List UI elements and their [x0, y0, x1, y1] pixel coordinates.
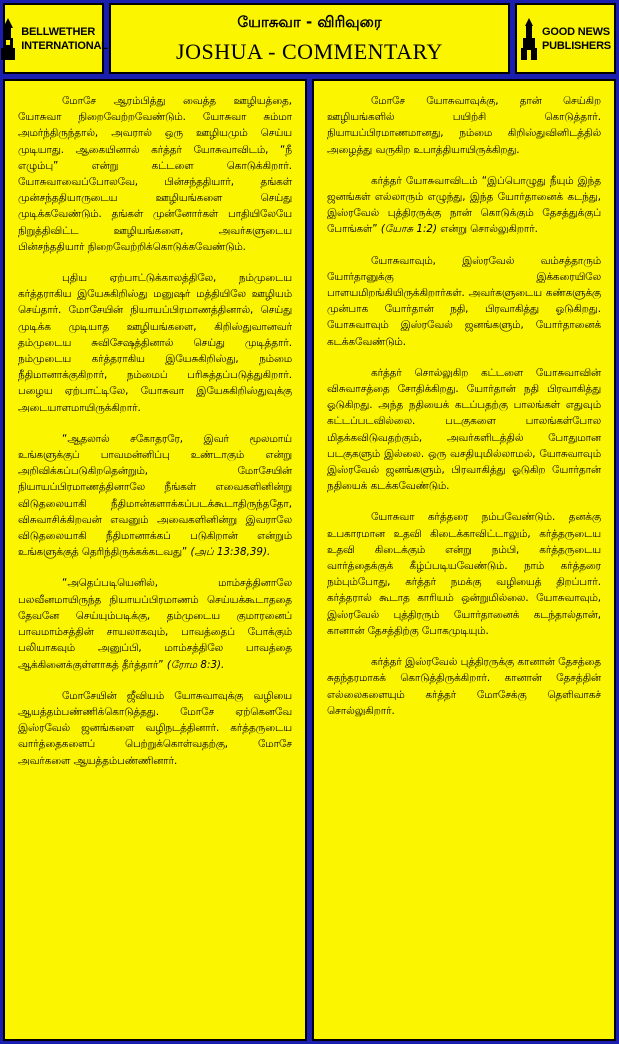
paragraph	[327, 173, 601, 238]
paragraph-text: யோசுவா கர்த்தரை நம்பவேண்டும். தனக்கு உபகாரமான உதவி கிடைக்காவிட்டாலும், கர்த்தருடைய உதவி கிடைக்கும் என்று நம்பி, கர்த்தருடைய வார்த்தைக்குக் கீழ்ப்படியவேண்டும். நாம் கர்த்தரை நம்பும்போது, கர்த்தர் நமக்கு வழியைத் திறப்பார். கர்த்தரால் கூடாத காரியம் ஒன்றுமில்லை. யோசுவாவும், இஸ்ரவேல் புத்திரரும் யோர்தானைக் கடந்தால்தான், கானான் தேசத்திற்கு போகமுடியும்.	[327, 511, 601, 637]
paragraph-text: “ஆதலால் சகோதரரே, இவர் மூலமாய் உங்களுக்குப் பாவமன்னிப்பு உண்டாகும் என்று அறிவிக்கப்படுகிறதென்றும், மோசேயின் நியாயப்பிரமாணத்தினாலே நீங்கள் எவைகளினின்று விடுதலையாகி நீதிமான்களாக்கப்படக்கூடாதிருந்ததோ, விசுவாசிக்கிறவன் எவனும் அவைகளினின்று இவராலே விடுதலையாகி நீதிமானாக்கப் படுகிறான் என்றும் உங்களுக்குத் தெரிந்திருக்கக்கடவது”	[18, 432, 292, 559]
paragraph	[18, 575, 292, 672]
bell-tower-icon	[0, 18, 17, 60]
paragraph	[18, 93, 292, 255]
paragraph-text: கர்த்தர் இஸ்ரவேல் புத்திரருக்கு கானான் தேசத்தை சுதந்தரமாகக் கொடுத்திருக்கிறார். கானான் தேசத்தின் எல்லைகளையும் கர்த்தர் மோசேக்கு தெளிவாகச் சொல்லுகிறார்.	[327, 656, 601, 717]
tower-icon	[520, 18, 538, 60]
page-title-english: JOSHUA - COMMENTARY	[176, 38, 443, 64]
paragraph	[18, 688, 292, 769]
paragraph	[327, 253, 601, 350]
bellwether-logo-text	[21, 25, 107, 53]
paragraph	[18, 270, 292, 416]
paragraph	[327, 654, 601, 719]
scripture-reference: (அப் 13:38,39).	[187, 546, 271, 559]
title-box	[109, 3, 510, 74]
paragraph-text-after: என்று சொல்லுகிறார்.	[436, 223, 538, 236]
logo-line: PUBLISHERS	[542, 39, 611, 52]
paragraph	[327, 509, 601, 639]
paragraph	[327, 365, 601, 495]
logo-line: BELLWETHER	[21, 25, 96, 38]
right-column	[312, 79, 616, 1041]
left-column	[3, 79, 307, 1041]
page-title-tamil: யோசுவா - விரிவுரை	[237, 12, 382, 31]
paragraph-text: கர்த்தர் சொல்லுகிற கட்டளை யோசுவாவின் விசுவாசத்தை சோதிக்கிறது. யோர்தான் நதி பிரவாகித்து ஓடுகிறது. அந்த நதியைக் கடப்பதற்கு பாலங்கள் எதுவும் கட்டப்படவில்லை. படகுகளை பாலங்கள்போல மிதக்கவிடுவதற்கும், அவர்களிடத்தில் போதுமான படகுகளும் இல்லை. ஒரு வசதியுமில்லாமல், யோசுவாவும் இஸ்ரவேல் ஜனங்களும், பிரவாகித்து ஓடுகிற யோர்தான் நதியைக் கடக்கவேண்டும்.	[327, 366, 601, 493]
logo-line: GOOD NEWS	[542, 25, 610, 38]
scripture-reference: (யோசு 1:2)	[377, 223, 437, 236]
paragraph-text: மோசேயின் ஜீவியம் யோசுவாவுக்கு வழியை ஆயத்தம்பண்ணிக்கொடுத்தது. மோசே ஏற்கெனவே இஸ்ரவேல் ஜனங்களை வழிநடத்தினார். கர்த்தருடைய வார்த்தைகளைப் பெற்றுக்கொள்வதற்கு, மோசே அவர்களை ஆயத்தம்பண்ணினார்.	[18, 689, 292, 767]
good-news-logo-text	[542, 25, 611, 53]
paragraph-text: மோசே யோசுவாவுக்கு, தான் செய்கிற ஊழியங்களில் பயிற்சி கொடுத்தார். நியாயப்பிரமாணமானது, நம்மை கிறிஸ்துவினிடத்தில் அழைத்து வருகிற உபாத்தியாயிருக்கிறது.	[327, 95, 601, 156]
paragraph	[327, 93, 601, 158]
paragraph-text: யோசுவாவும், இஸ்ரவேல் வம்சத்தாரும் யோர்தானுக்கு இக்கரையிலே பாளயமிறங்கியிருக்கிறார்கள். அவர்களுடைய கண்களுக்கு முன்பாக யோர்தான் நதி, பிரவாகித்து ஓடுகிறது. யோசுவாவும் இஸ்ரவேல் ஜனங்களும், யோர்தானைக் கடக்கவேண்டும்.	[327, 254, 601, 348]
paragraph-text: புதிய ஏற்பாட்டுக்காலத்திலே, நம்முடைய கர்த்தராகிய இயேசுகிறிஸ்து மனுஷர் மத்தியிலே ஊழியம் செய்தார். மோசேயின் நியாயப்பிரமாணத்தினால், செய்து முடிக்க முடியாத ஊழியங்களை, கிறிஸ்துவானவர் தம்முடைய சுவிசேஷத்தினால் செய்து முடித்தார். நம்முடைய கர்த்தராகிய இயேசுகிறிஸ்து, நம்மை நீதிமானாக்குகிறார், நம்மைப் பரிசுத்தப்படுத்துகிறார். பழைய ஏற்பாட்டிலே, யோசுவா இயேசுகிறிஸ்துவுக்கு அடையாளமாயிருக்கிறார்.	[18, 272, 292, 414]
paragraph-text: மோசே ஆரம்பித்து வைத்த ஊழியத்தை, யோசுவா நிறைவேற்றவேண்டும். யோசுவா சும்மா அமர்ந்திருந்தால், அவரால் ஒரு ஊழியமும் செய்ய முடியாது. ஆகையினால் கர்த்தர் யோசுவாவிடம், “நீ எழும்பு” என்று கட்டளை கொடுக்கிறார். யோசுவாவைப்போலவே, பின்சந்ததியார், தங்கள் முன்சந்ததியாருடைய ஊழியங்களை செய்து முடிக்கவேண்டும். தங்கள் முன்னோர்கள் பாதியிலேயே நிறுத்திவிட்ட ஊழியங்களை, அவர்களுடைய பின்சந்ததியார் நிறைவேற்றிக்கொடுக்கவேண்டும்.	[18, 95, 292, 253]
bellwether-logo	[3, 3, 108, 74]
good-news-logo	[515, 3, 616, 74]
scripture-reference: (ரோம 8:3).	[163, 658, 225, 671]
logo-line: INTERNATIONAL	[21, 39, 108, 52]
paragraph	[18, 431, 292, 561]
paragraph-text: “அதெப்படியெனில், மாம்சத்தினாலே பலவீனமாயிருந்த நியாயப்பிரமாணம் செய்யக்கூடாததை தேவனே செய்யும்படிக்கு, தம்முடைய குமாரனைப் பாவமாம்சத்தின் சாயலாகவும், பாவத்தைப் போக்கும் பலியாகவும் அனுப்பி, மாம்சத்திலே பாவத்தை ஆக்கினைக்குள்ளாகத் தீர்த்தார்”	[18, 577, 292, 671]
paragraph-text: கர்த்தர் யோசுவாவிடம் “இப்பொழுது நீயும் இந்த ஜனங்கள் எல்லாரும் எழுந்து, இந்த யோர்தானைக் கடந்து, இஸ்ரவேல் புத்திரருக்கு நான் கொடுக்கும் தேசத்துக்குப் போங்கள்”	[327, 174, 601, 236]
